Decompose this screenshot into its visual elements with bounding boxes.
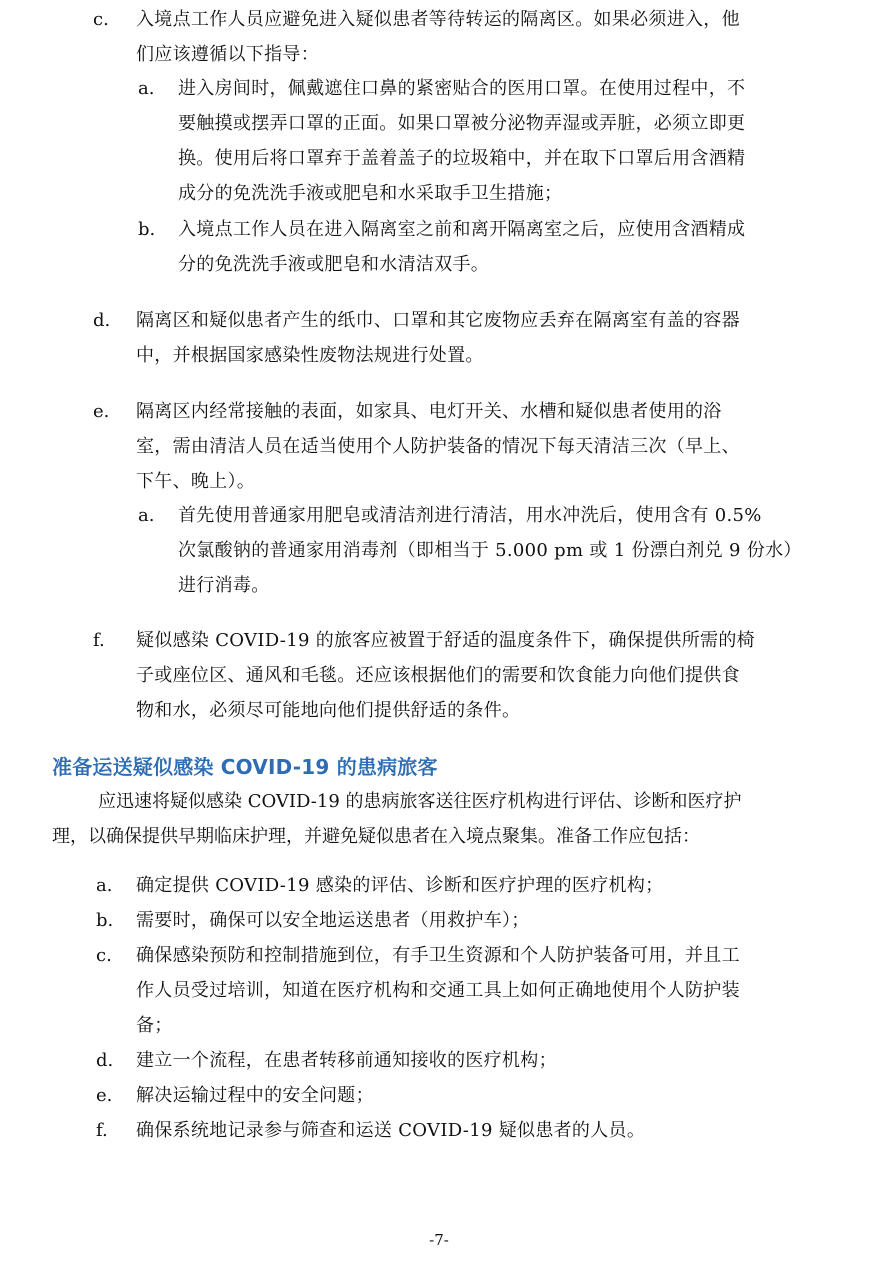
list-item-text	[136, 394, 740, 499]
sub-list-item-text	[178, 498, 802, 603]
text-line: 备；	[136, 1015, 173, 1036]
list-marker: c.	[96, 945, 112, 966]
text-line: 解决运输过程中的安全问题；	[136, 1085, 374, 1106]
list-item-text	[136, 938, 740, 1043]
text-line: 子或座位区、通风和毛毯。还应该根据他们的需要和饮食能力向他们提供食	[136, 665, 740, 686]
text-line: 确保系统地记录参与筛查和运送 COVID-19 疑似患者的人员。	[136, 1120, 646, 1141]
section-heading: 准备运送疑似感染 COVID-19 的患病旅客	[52, 755, 438, 779]
list-item-text	[136, 2, 740, 72]
sub-list-marker: b.	[138, 219, 156, 240]
page-number: -7-	[429, 1231, 449, 1249]
text-line: 应迅速将疑似感染 COVID-19 的患病旅客送往医疗机构进行评估、诊断和医疗护	[98, 791, 742, 812]
list-item-text	[136, 903, 530, 938]
text-line: 首先使用普通家用肥皂或清洁剂进行清洁，用水冲洗后，使用含有 0.5%	[178, 505, 762, 526]
text-line: 确保感染预防和控制措施到位，有手卫生资源和个人防护装备可用，并且工	[136, 945, 740, 966]
text-line: 隔离区内经常接触的表面，如家具、电灯开关、水槽和疑似患者使用的浴	[136, 401, 722, 422]
text-line: 要触摸或摆弄口罩的正面。如果口罩被分泌物弄湿或弄脏，必须立即更	[178, 113, 746, 134]
list-item-text	[136, 303, 740, 373]
text-line: 分的免洗洗手液或肥皂和水清洁双手。	[178, 254, 490, 275]
text-line: 疑似感染 COVID-19 的旅客应被置于舒适的温度条件下，确保提供所需的椅	[136, 630, 755, 651]
text-line: 物和水，必须尽可能地向他们提供舒适的条件。	[136, 700, 521, 721]
text-line: 理，以确保提供早期临床护理，并避免疑似患者在入境点聚集。准备工作应包括：	[52, 826, 700, 847]
sub-list-item-text	[178, 212, 745, 282]
list-marker: a.	[96, 875, 113, 896]
text-line: 入境点工作人员在进入隔离室之前和离开隔离室之后，应使用含酒精成	[178, 219, 746, 240]
text-line: 们应该遵循以下指导：	[136, 44, 319, 65]
list-marker: c.	[93, 9, 109, 30]
list-item-text	[136, 1043, 557, 1078]
text-line: 换。使用后将口罩弃于盖着盖子的垃圾箱中，并在取下口罩后用含酒精	[178, 148, 746, 169]
list-item-text	[136, 623, 755, 728]
list-marker: f.	[96, 1120, 108, 1141]
text-line: 确定提供 COVID-19 感染的评估、诊断和医疗护理的医疗机构；	[136, 875, 664, 896]
text-line: 需要时，确保可以安全地运送患者（用救护车）；	[136, 910, 530, 931]
text-line: 下午、晚上）。	[136, 471, 256, 492]
sub-list-marker: a.	[138, 505, 155, 526]
text-line: 成分的免洗洗手液或肥皂和水采取手卫生措施；	[178, 183, 563, 204]
list-marker: e.	[93, 401, 110, 422]
list-marker: e.	[96, 1085, 113, 1106]
list-item-text	[136, 1078, 374, 1113]
text-line: 进行消毒。	[178, 575, 270, 596]
text-line: 室，需由清洁人员在适当使用个人防护装备的情况下每天清洁三次（早上、	[136, 436, 740, 457]
sub-list-item-text	[178, 71, 745, 211]
list-marker: d.	[96, 1050, 114, 1071]
list-marker: d.	[93, 310, 111, 331]
text-line: 次氯酸钠的普通家用消毒剂（即相当于 5.000 pm 或 1 份漂白剂兑 9 份水）	[178, 540, 802, 561]
list-marker: b.	[96, 910, 114, 931]
text-line: 中，并根据国家感染性废物法规进行处置。	[136, 345, 484, 366]
list-item-text	[136, 1113, 645, 1148]
list-item-text	[136, 868, 663, 903]
text-line: 作人员受过培训，知道在医疗机构和交通工具上如何正确地使用个人防护装	[136, 980, 740, 1001]
intro-paragraph	[52, 784, 842, 854]
list-marker: f.	[93, 630, 105, 651]
text-line: 入境点工作人员应避免进入疑似患者等待转运的隔离区。如果必须进入，他	[136, 9, 740, 30]
text-line: 隔离区和疑似患者产生的纸巾、口罩和其它废物应丢弃在隔离室有盖的容器	[136, 310, 740, 331]
text-line: 进入房间时，佩戴遮住口鼻的紧密贴合的医用口罩。在使用过程中，不	[178, 78, 746, 99]
text-line: 建立一个流程，在患者转移前通知接收的医疗机构；	[136, 1050, 557, 1071]
sub-list-marker: a.	[138, 78, 155, 99]
